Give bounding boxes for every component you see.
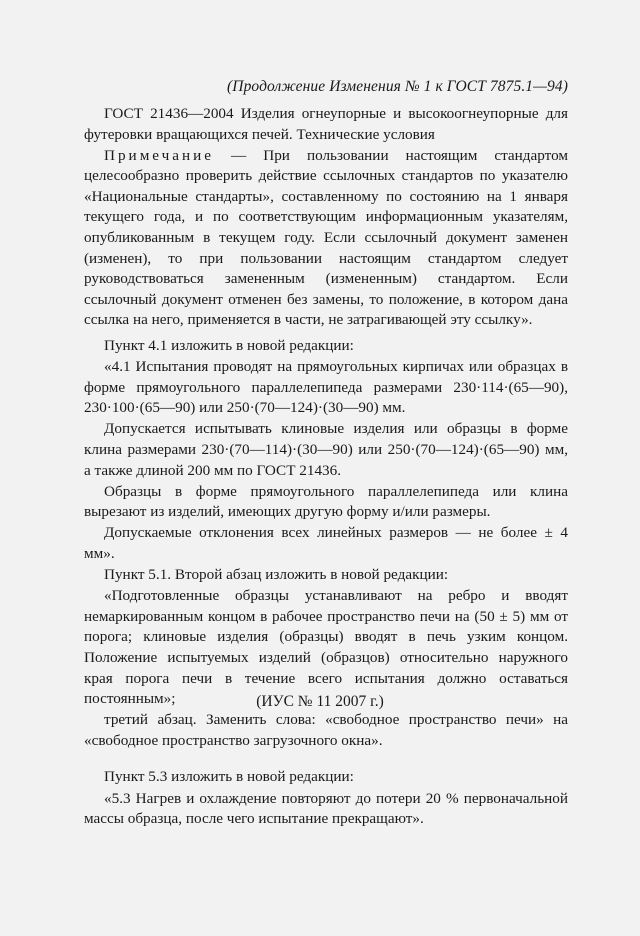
third-paragraph-change: третий абзац. Заменить слова: «свободное пространство печи» на «свободное пространство загрузочного окна». <box>84 711 568 749</box>
page-header: (Продолжение Изменения № 1 к ГОСТ 7875.1—94) <box>227 78 568 95</box>
note-label: Примечание <box>104 146 215 164</box>
clause-4-1-text: «4.1 Испытания проводят на прямоугольных кирпичах или образцах в форме прямоугольного параллелепипеда размерами 230·114·(65—90), 230·100·(65—90) или 250·(70—124)·(30—90) мм. <box>84 358 568 417</box>
tolerance-text: Допускаемые отклонения всех линейных размеров — не более ± 4 мм». <box>84 524 568 562</box>
clause-5-1-text: «Подготовленные образцы устанавливают на ребро и вводят немаркированным концом в рабочее пространство печи на (50 ± 5) мм от порога; клиновые изделия (образцы) вводят в печь узким концом. Положение испытуемых изделий (образцов) относительно наружного края порога печи в течение всего испытания должно оставаться постоянным»; <box>84 587 568 708</box>
wedge-samples-text: Допускается испытывать клиновые изделия или образцы в форме клина размерами 230·(70—114)·(30—90) или 250·(70—124)·(65—90) мм, а также длиной 200 мм по ГОСТ 21436. <box>84 420 568 479</box>
publication-reference: (ИУС № 11 2007 г.) <box>256 693 384 710</box>
standard-reference: ГОСТ 21436—2004 Изделия огнеупорные и высокоогнеупорные для футеровки вращающихся печей. Технические условия <box>84 105 568 143</box>
clause-5-1-heading: Пункт 5.1. Второй абзац изложить в новой редакции: <box>104 566 449 584</box>
clause-5-3-heading: Пункт 5.3 изложить в новой редакции: <box>104 768 354 786</box>
clause-5-3-text: «5.3 Нагрев и охлаждение повторяют до потери 20 % первоначальной массы образца, после чего испытание прекращают». <box>84 789 568 828</box>
cut-samples-text: Образцы в форме прямоугольного параллелепипеда или клина вырезают из изделий, имеющих другую форму и/или размеры. <box>84 482 568 521</box>
note-text: — При пользовании настоящим стандартом целесообразно проверить действие ссылочных стандартов по указателю «Национальные стандарты», составленному по состоянию на 1 января текущего года, и по соответствующим информационным указателям, опубликованным в текущем году. Если ссылочный документ заменен (изменен), то при пользовании настоящим стандартом следует руководствоваться замененным (измененным) стандартом. Если ссылочный документ отменен без замены, то положение, в котором дана ссылка на него, применяется в части, не затрагивающей эту ссылку». <box>84 146 568 329</box>
document-body <box>84 104 568 830</box>
note-paragraph <box>84 146 568 331</box>
clause-4-1-heading: Пункт 4.1 изложить в новой редакции: <box>104 337 354 355</box>
